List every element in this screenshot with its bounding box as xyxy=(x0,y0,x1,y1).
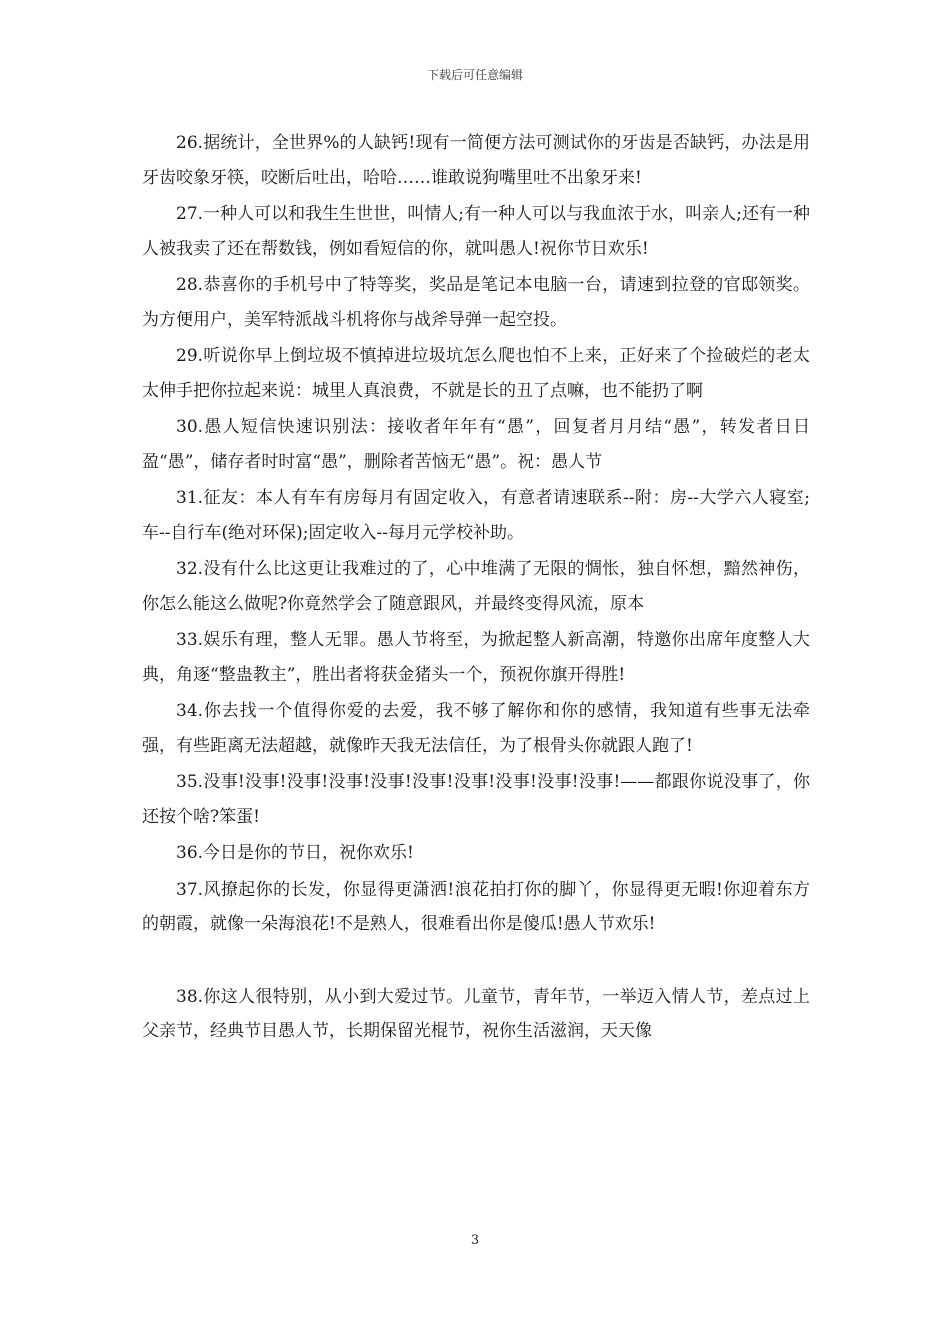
paragraph-26: 26.据统计，全世界%的人缺钙!现有一简便方法可测试你的牙齿是否缺钙，办法是用牙齿咬象牙筷，咬断后吐出，哈哈……谁敢说狗嘴里吐不出象牙来! xyxy=(142,133,810,188)
paragraph-33: 33.娱乐有理，整人无罪。愚人节将至，为掀起整人新高潮，特邀你出席年度整人大典，角逐“整蛊教主”，胜出者将获金猪头一个，预祝你旗开得胜! xyxy=(142,630,810,685)
paragraph-27: 27.一种人可以和我生生世世，叫情人;有一种人可以与我血浓于水，叫亲人;还有一种人被我卖了还在帮数钱，例如看短信的你，就叫愚人!祝你节日欢乐! xyxy=(142,204,810,259)
document-body xyxy=(142,126,810,1051)
paragraph-37: 37.风撩起你的长发，你显得更潇洒!浪花拍打你的脚丫，你显得更无暇!你迎着东方的朝霞，就像一朵海浪花!不是熟人，很难看出你是傻瓜!愚人节欢乐! xyxy=(142,879,810,934)
paragraph-28: 28.恭喜你的手机号中了特等奖，奖品是笔记本电脑一台，请速到拉登的官邸领奖。为方便用户，美军特派战斗机将你与战斧导弹一起空投。 xyxy=(142,275,810,330)
paragraph-gap xyxy=(142,944,810,980)
paragraph-35: 35.没事!没事!没事!没事!没事!没事!没事!没事!没事!没事!——都跟你说没事了，你还按个啥?笨蛋! xyxy=(142,772,810,827)
page-header: 下载后可任意编辑 xyxy=(426,68,523,82)
paragraph-31: 31.征友：本人有车有房每月有固定收入，有意者请速联系--附：房--大学六人寝室;车--自行车(绝对环保);固定收入--每月元学校补助。 xyxy=(142,488,810,543)
paragraph-34: 34.你去找一个值得你爱的去爱，我不够了解你和你的感情，我知道有些事无法牵强，有些距离无法超越，就像昨天我无法信任，为了根骨头你就跟人跑了! xyxy=(142,701,810,756)
paragraph-29: 29.听说你早上倒垃圾不慎掉进垃圾坑怎么爬也怕不上来，正好来了个捡破烂的老太太伸手把你拉起来说：城里人真浪费，不就是长的丑了点嘛，也不能扔了啊 xyxy=(142,346,810,401)
page-number: 3 xyxy=(470,1233,480,1248)
paragraph-32: 32.没有什么比这更让我难过的了，心中堆满了无限的惆怅，独自怀想，黯然神伤，你怎么能这么做呢?你竟然学会了随意跟风，并最终变得风流，原本 xyxy=(142,559,810,614)
paragraph-30: 30.愚人短信快速识别法：接收者年年有“愚”，回复者月月结“愚”，转发者日日盈“愚”，储存者时时富“愚”，删除者苦恼无“愚”。祝：愚人节 xyxy=(142,417,810,472)
paragraph-38: 38.你这人很特别，从小到大爱过节。儿童节，青年节，一举迈入情人节，差点过上父亲节，经典节目愚人节，长期保留光棍节，祝你生活滋润，天天像 xyxy=(142,986,810,1041)
paragraph-36: 36.今日是你的节日，祝你欢乐! xyxy=(176,843,414,863)
